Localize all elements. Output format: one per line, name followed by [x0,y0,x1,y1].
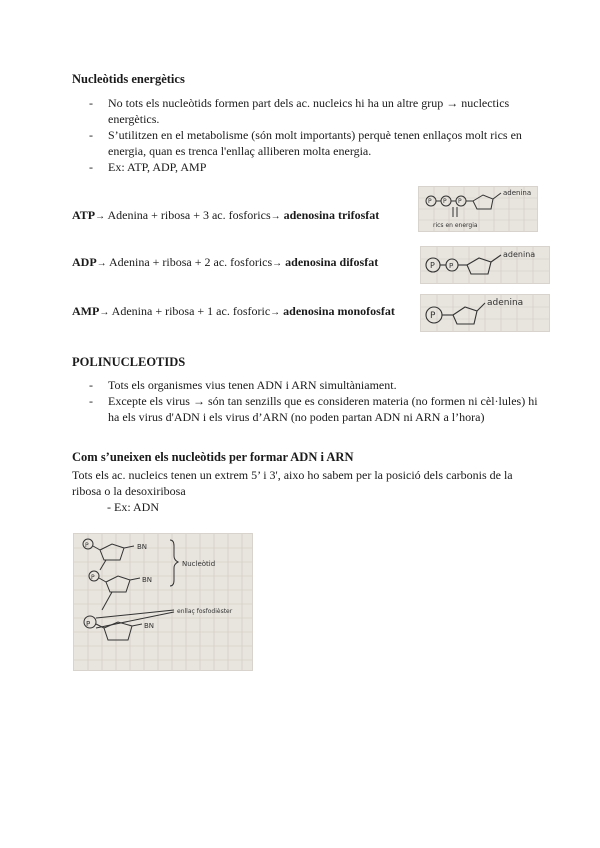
union-example: - Ex: ADN [107,500,159,514]
atp-sketch-label: adenina [503,189,532,197]
svg-text:BN: BN [142,576,153,584]
arrow-icon: → [272,258,283,269]
atp-sketch-note: rics en energia [433,222,478,229]
atp-sketch-image [418,186,538,232]
amp-components: Adenina + ribosa + 1 ac. fosforic [111,304,271,318]
base-label: BN [137,543,148,551]
atp-abbr: ATP [72,208,96,222]
adp-sketch-label: adenina [503,250,536,259]
amp-sketch-label: adenina [487,298,524,308]
list-item: - S’utilitzen en el metabolisme (són molt importants) perquè tenen enllaços molt rics en energia, quan es trenca l'enllaç alliberen molta energia. [72,127,542,159]
amp-abbr: AMP [72,304,100,318]
adp-abbr: ADP [72,255,97,269]
atp-name: adenosina trifosfat [283,208,380,222]
list-item: - Ex: ATP, ADP, AMP [72,159,542,175]
svg-text:BN: BN [144,622,155,630]
nucleotide-label: Nucleòtid [182,560,216,568]
phosphate-label: P [85,542,89,549]
arrow-icon: → [95,211,106,222]
svg-text:P: P [458,198,462,205]
svg-text:P: P [449,262,454,270]
svg-text:P: P [430,261,435,270]
adp-row [72,254,378,272]
adp-components: Adenina + ribosa + 2 ac. fosforics [109,255,273,269]
section-title-union: Com s’uneixen els nucleòtids per formar ADN i ARN [72,450,354,464]
svg-text:P: P [91,574,95,581]
svg-text:P: P [86,620,91,628]
list-item: - Tots els organismes vius tenen ADN i ARN simultàniament. [72,377,542,393]
svg-text:P: P [428,198,432,205]
energetic-bullet-list [72,95,542,175]
atp-row [72,207,379,225]
atp-components: Adenina + ribosa + 3 ac. fosforics [107,208,271,222]
amp-name: adenosina monofosfat [283,304,395,318]
amp-row [72,303,395,321]
union-paragraph: Tots els ac. nucleics tenen un extrem 5’ i 3', aixo ho sabem per la posició dels carbonis de la ribosa o la desoxiribosa [72,468,513,498]
svg-text:P: P [443,198,447,205]
polinucleotids-bullet-list [72,377,542,425]
arrow-icon: → [270,307,281,318]
bond-label: enllaç fosfodièster [177,608,233,615]
list-item: - Excepte els virus → són tan senzills que es consideren materia (no formen ni cèl·lules) hi ha els virus d'ADN i els virus d’ARN (no poden partan ADN ni ARN a l’hora) [72,393,542,425]
section-title-polinucleotids: POLINUCLEOTIDS [72,355,186,369]
dna-diagram-image [73,533,253,671]
adp-sketch-image [420,246,550,284]
section-title-energetic: Nucleòtids energètics [72,72,185,86]
amp-sketch-image [420,294,550,332]
arrow-icon: → [270,211,281,222]
list-item: - No tots els nucleòtids formen part dels ac. nucleics hi ha un altre grup → nuclectics energètics. [72,95,542,127]
arrow-icon: → [96,258,107,269]
arrow-icon: → [99,307,110,318]
svg-text:P: P [430,311,436,321]
adp-name: adenosina difosfat [285,255,379,269]
